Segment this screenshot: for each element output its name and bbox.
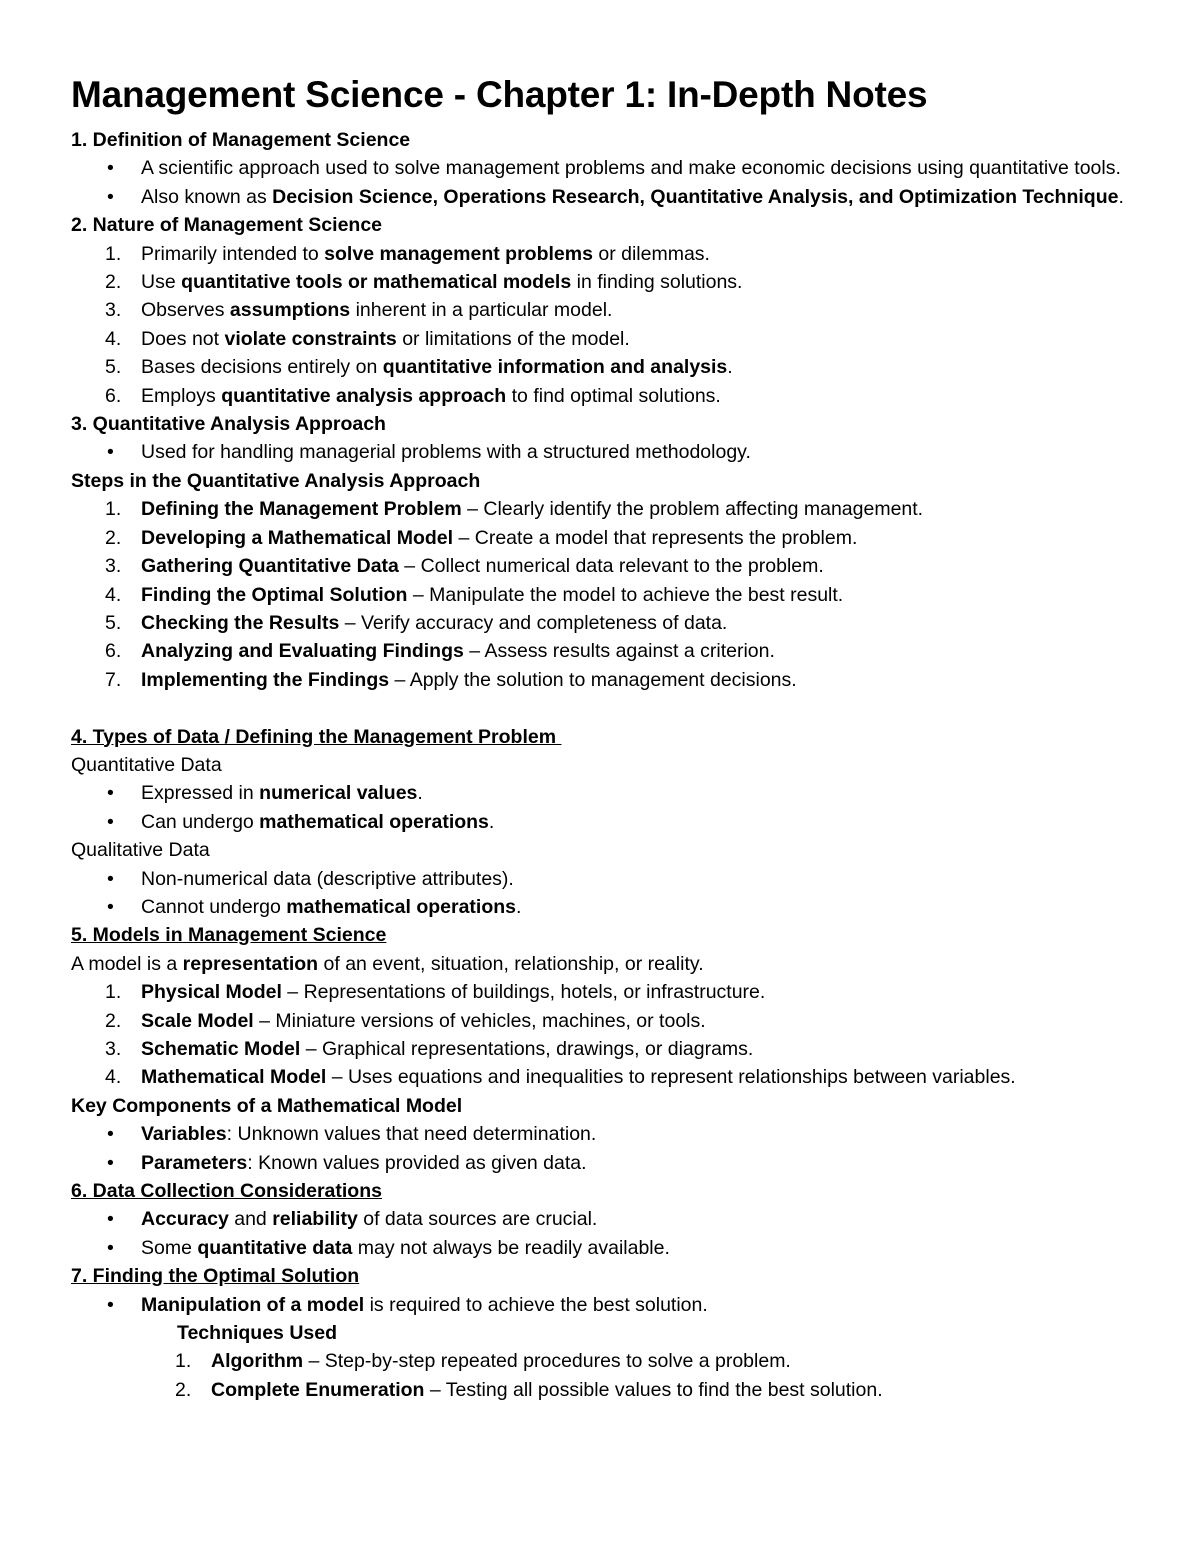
item-text: may not always be readily available.: [352, 1236, 670, 1259]
item-text: – Verify accuracy and completeness of data.: [339, 611, 728, 634]
numbered-item: [71, 666, 1141, 694]
intro-text: A model is a: [71, 952, 183, 975]
item-text: is required to achieve the best solution.: [364, 1293, 708, 1316]
numbered-item: [71, 609, 1141, 637]
item-text: – Manipulate the model to achieve the best result.: [407, 583, 844, 606]
item-bold: Schematic Model: [141, 1037, 301, 1060]
quantitative-data-heading: Quantitative Data: [71, 753, 222, 776]
item-text: Bases decisions entirely on: [141, 356, 383, 379]
bullet-icon: •: [107, 782, 114, 805]
nature-list: [71, 240, 1141, 410]
item-text: Cannot undergo: [141, 895, 287, 918]
item-text: – Representations of buildings, hotels, or infrastructure.: [281, 981, 766, 1004]
item-number: 3.: [105, 1037, 122, 1060]
item-bold: numerical values: [259, 782, 418, 805]
item-text: .: [727, 356, 733, 379]
item-text: : Known values provided as given data.: [247, 1151, 587, 1174]
item-text: in finding solutions.: [571, 271, 743, 294]
section-7-heading: 7. Finding the Optimal Solution: [71, 1265, 360, 1288]
item-text: – Step-by-step repeated procedures to solve a problem.: [303, 1350, 791, 1373]
document-page: [71, 72, 1141, 1404]
item-number: 5.: [105, 356, 122, 379]
numbered-item: [71, 637, 1141, 665]
item-bold: Accuracy: [141, 1208, 229, 1231]
item-number: 6.: [105, 640, 122, 663]
list-item: [71, 1120, 1141, 1148]
techniques-list: [71, 1347, 1141, 1404]
item-number: 7.: [105, 668, 122, 691]
blank-line: [71, 694, 1141, 722]
item-bold: mathematical operations: [259, 810, 489, 833]
item-number: 1.: [105, 498, 122, 521]
section-3-heading: 3. Quantitative Analysis Approach: [71, 413, 386, 436]
item-text: Expressed in: [141, 782, 260, 805]
item-bold: violate constraints: [224, 327, 397, 350]
item-text: Employs: [141, 384, 222, 407]
section-1-heading: 1. Definition of Management Science: [71, 129, 411, 151]
numbered-item: [71, 978, 1141, 1006]
item-text: of data sources are crucial.: [357, 1208, 598, 1231]
item-bold: mathematical operations: [286, 895, 517, 918]
models-intro: [71, 950, 1141, 978]
item-text: Can undergo: [141, 810, 260, 833]
item-bold: Defining the Management Problem: [141, 498, 462, 521]
item-text: – Apply the solution to management decisions.: [389, 668, 797, 691]
key-components-list: [71, 1120, 1141, 1177]
steps-heading: Steps in the Quantitative Analysis Approach: [71, 469, 481, 492]
item-number: 4.: [105, 327, 122, 350]
models-list: [71, 978, 1141, 1092]
intro-text: of an event, situation, relationship, or reality.: [318, 952, 704, 975]
bullet-icon: •: [107, 185, 114, 208]
item-number: 2.: [105, 1009, 122, 1032]
bullet-icon: •: [107, 895, 114, 918]
item-bold: Gathering Quantitative Data: [141, 555, 399, 578]
item-text: Does not: [141, 327, 225, 350]
item-text: .: [488, 810, 495, 833]
bullet-icon: •: [107, 1236, 114, 1259]
item-text: – Testing all possible values to find the best solution.: [424, 1378, 883, 1401]
item-bold: reliability: [272, 1208, 358, 1231]
item-text: Use: [141, 271, 182, 294]
numbered-item: [71, 495, 1141, 523]
item-number: 2.: [175, 1378, 192, 1401]
document-title: Management Science - Chapter 1: In-Depth Notes: [71, 74, 928, 115]
item-text: – Assess results against a criterion.: [463, 640, 775, 663]
item-number: 4.: [105, 583, 122, 606]
list-item: [71, 438, 1141, 466]
item-bold: Checking the Results: [141, 611, 340, 634]
item-bold: Analyzing and Evaluating Findings: [141, 640, 464, 663]
item-text: – Clearly identify the problem affecting management.: [461, 498, 924, 521]
bullet-icon: •: [107, 867, 114, 890]
numbered-item: [71, 296, 1141, 324]
item-number: 1.: [175, 1350, 192, 1373]
item-bold: Finding the Optimal Solution: [141, 583, 408, 606]
item-text: and: [228, 1208, 273, 1231]
bullet-icon: •: [107, 810, 114, 833]
item-bold: quantitative analysis approach: [221, 384, 507, 407]
item-text: – Graphical representations, drawings, or diagrams.: [300, 1037, 754, 1060]
bullet-icon: •: [107, 441, 114, 464]
item-bold: quantitative information and analysis: [382, 356, 728, 379]
bullet-icon: •: [107, 1151, 114, 1174]
item-text: inherent in a particular model.: [350, 299, 613, 322]
list-item: [71, 1149, 1141, 1177]
steps-list: [71, 495, 1141, 694]
section-5-heading: 5. Models in Management Science: [71, 924, 387, 947]
item-bold: Algorithm: [211, 1350, 304, 1373]
item-text: .: [417, 782, 423, 805]
key-components-heading: Key Components of a Mathematical Model: [71, 1094, 463, 1117]
item-number: 5.: [105, 611, 122, 634]
item-text: .: [516, 895, 522, 918]
item-bold: Parameters: [141, 1151, 248, 1174]
bullet-icon: •: [107, 1208, 114, 1231]
list-item: [71, 154, 1141, 182]
item-bold: Variables: [141, 1123, 227, 1146]
qualitative-data-heading: Qualitative Data: [71, 839, 210, 862]
numbered-item: [71, 552, 1141, 580]
item-text: Non-numerical data (descriptive attributes).: [141, 867, 514, 890]
list-item: [71, 183, 1141, 211]
list-item: [71, 893, 1141, 921]
list-item: [71, 1234, 1141, 1262]
list-item: [71, 1205, 1141, 1233]
numbered-item: [71, 524, 1141, 552]
item-text: .: [1118, 185, 1124, 208]
item-text: or dilemmas.: [592, 242, 710, 265]
numbered-item: [71, 1035, 1141, 1063]
intro-bold: representation: [182, 952, 319, 975]
bullet-icon: •: [107, 1293, 114, 1316]
section-4-heading: 4. Types of Data / Defining the Management Problem: [71, 725, 562, 748]
item-number: 1.: [105, 981, 122, 1004]
section-6-heading: 6. Data Collection Considerations: [71, 1180, 382, 1203]
item-text: – Uses equations and inequalities to represent relationships between variables.: [326, 1066, 1016, 1089]
item-number: 3.: [105, 555, 122, 578]
numbered-item: [71, 353, 1141, 381]
item-bold: solve management problems: [324, 242, 593, 265]
item-number: 1.: [105, 242, 122, 265]
numbered-item: [71, 325, 1141, 353]
bullet-icon: •: [107, 1123, 114, 1146]
item-text: to find optimal solutions.: [506, 384, 721, 407]
list-item: [71, 808, 1141, 836]
item-number: 4.: [105, 1066, 122, 1089]
item-bold: Developing a Mathematical Model: [141, 526, 454, 549]
item-text: or limitations of the model.: [396, 327, 630, 350]
quantitative-list: [71, 779, 1141, 836]
numbered-item: [71, 268, 1141, 296]
item-text: Observes: [141, 299, 230, 322]
item-number: 2.: [105, 271, 122, 294]
numbered-item: [71, 240, 1141, 268]
item-bold: Decision Science, Operations Research, Quantitative Analysis, and Optimization Technique: [272, 185, 1119, 208]
techniques-heading: Techniques Used: [177, 1322, 338, 1345]
item-text: Also known as: [141, 185, 273, 208]
list-item: [71, 1291, 1141, 1319]
list-item: [71, 779, 1141, 807]
item-bold: quantitative data: [197, 1236, 353, 1259]
item-bold: Scale Model: [141, 1009, 254, 1032]
item-number: 2.: [105, 526, 122, 549]
item-text: – Create a model that represents the problem.: [453, 526, 858, 549]
numbered-item: [71, 1063, 1141, 1091]
bullet-icon: •: [107, 157, 114, 180]
item-bold: Implementing the Findings: [141, 668, 390, 691]
numbered-item: [71, 1347, 1141, 1375]
section-2-heading: 2. Nature of Management Science: [71, 214, 383, 237]
numbered-item: [71, 1376, 1141, 1404]
item-text: Primarily intended to: [141, 242, 325, 265]
item-bold: Manipulation of a model: [141, 1293, 365, 1316]
numbered-item: [71, 1007, 1141, 1035]
item-bold: Mathematical Model: [141, 1066, 327, 1089]
item-number: 6.: [105, 384, 122, 407]
item-text: : Unknown values that need determination.: [226, 1123, 597, 1146]
list-item: [71, 865, 1141, 893]
item-text: A scientific approach used to solve management problems and make economic decisions using quantitative tools.: [141, 157, 1121, 180]
item-bold: Complete Enumeration: [211, 1378, 425, 1401]
item-text: – Miniature versions of vehicles, machines, or tools.: [253, 1009, 706, 1032]
numbered-item: [71, 581, 1141, 609]
item-number: 3.: [105, 299, 122, 322]
item-text: – Collect numerical data relevant to the problem.: [398, 555, 824, 578]
item-bold: assumptions: [229, 299, 351, 322]
item-bold: Physical Model: [141, 981, 282, 1004]
item-bold: quantitative tools or mathematical models: [181, 271, 572, 294]
item-text: Some: [141, 1236, 198, 1259]
numbered-item: [71, 382, 1141, 410]
item-text: Used for handling managerial problems with a structured methodology.: [141, 441, 751, 464]
